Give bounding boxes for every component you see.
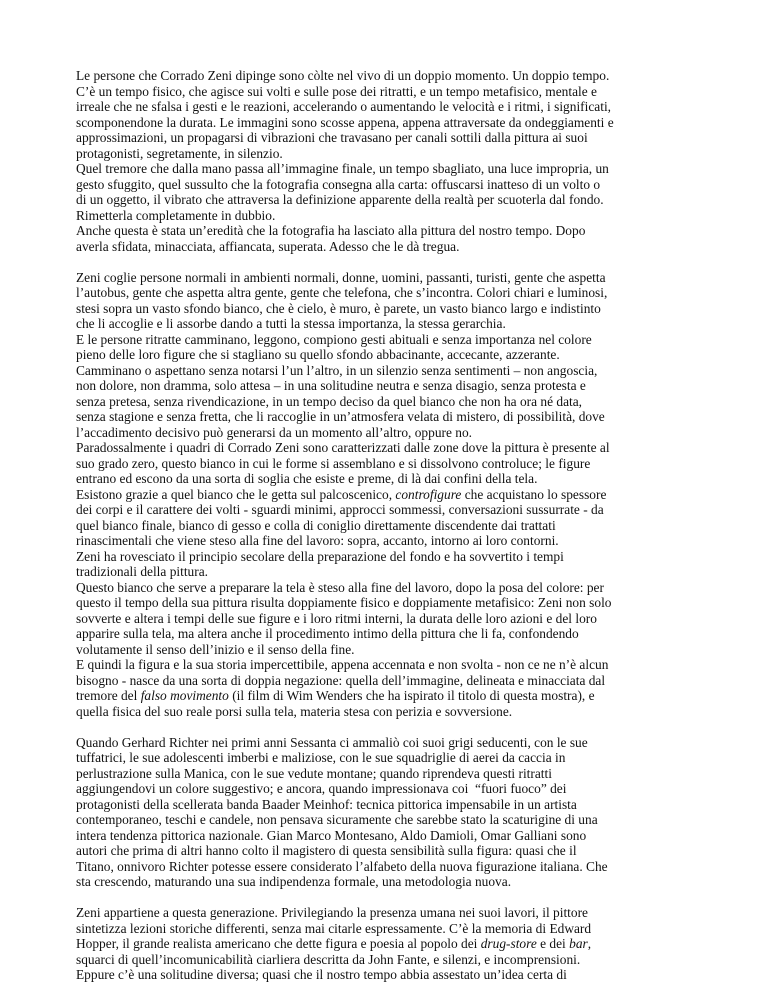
text-segment: Paradossalmente i quadri di Corrado Zeni sono caratterizzati dalle zone dove la pittura è presente al [76, 440, 610, 455]
text-segment: quella fisica del suo reale porsi sulla tela, materia stesa con perizia e sovversione. [76, 703, 513, 719]
italic-text: bar [569, 936, 588, 951]
paragraph [76, 270, 701, 720]
text-segment: Zeni ha rovesciato il principio secolare della preparazione del fondo e ha sovvertito i tempi [76, 548, 564, 564]
text-line [76, 316, 701, 332]
text-line [76, 208, 701, 224]
paragraph [76, 735, 701, 890]
text-segment: Hopper, il grande realista americano che dette figura e poesia al popolo dei [76, 936, 481, 951]
text-line [76, 595, 701, 611]
text-segment: Titano, onnivoro Richter potesse essere considerato l’alfabeto della nuova figurazione italiana. Che [76, 858, 608, 874]
text-line [76, 84, 701, 100]
text-line [76, 332, 701, 348]
text-line [76, 735, 701, 751]
paragraph [76, 905, 701, 983]
text-segment: E quindi la figura e la sua storia impercettibile, appena accennata e non svolta - non ce ne n’è alcun [76, 657, 609, 672]
text-segment: quel bianco finale, bianco di gesso e colla di coniglio direttamente discendente dai trattati [76, 517, 556, 533]
text-line [76, 750, 701, 766]
text-line [76, 688, 701, 704]
text-line [76, 270, 701, 286]
text-segment: Zeni appartiene a questa generazione. Privilegiando la presenza umana nei suoi lavori, il pittore [76, 905, 588, 920]
text-line [76, 657, 701, 673]
text-line [76, 68, 701, 84]
text-segment: averla sfidata, minacciata, affiancata, superata. Adesso che le dà tregua. [76, 238, 460, 254]
text-segment: entrano ed escono da una sorta di soglia che esiste e preme, di là dai confini della tela. [76, 471, 538, 486]
text-segment: Camminano o aspettano senza notarsi l’un l’altro, in un silenzio senza sentimenti – non angoscia, [76, 362, 598, 378]
text-line [76, 440, 701, 456]
text-line [76, 456, 701, 472]
text-line [76, 843, 701, 859]
text-line [76, 130, 701, 146]
text-line [76, 580, 701, 596]
text-segment: aggiungendovi un colore suggestivo; e ancora, quando impressionava coi “fuori fuoco” dei [76, 781, 567, 796]
document-page [76, 68, 701, 998]
text-segment: sintetizza lezioni storiche differenti, senza mai citarle espressamente. C’è la memoria di Edward [76, 920, 592, 936]
text-segment: C’è un tempo fisico, che agisce sui volti e sulle pose dei ritratti, e un tempo metafisico, mentale e [76, 83, 597, 99]
text-segment: bisogno - nasce da una sorta di doppia negazione: quella dell’immagine, delineata e minacciata dal [76, 672, 606, 688]
text-line [76, 766, 701, 782]
text-segment: rinascimentali che viene steso alla fine del lavoro: sopra, accanto, intorno ai loro contorni. [76, 533, 559, 548]
text-segment: non dolore, non dramma, solo attesa – in una solitudine neutra e senza disagio, senza protesta e [76, 378, 586, 393]
text-segment: E le persone ritratte camminano, leggono, compiono gesti abituali e senza importanza nel colore [76, 331, 592, 347]
text-segment: irreale che ne sfalsa i gesti e le reazioni, accelerando o aumentando le velocità e i ritmi, i significati, [76, 99, 612, 114]
text-line [76, 301, 701, 317]
text-line [76, 161, 701, 177]
text-segment: suo grado zero, questo bianco in cui le forme si assemblano e si dissolvono controluce; le figure [76, 455, 591, 471]
text-line [76, 285, 701, 301]
text-segment: protagonisti della scellerata banda Baader Meinhof: tecnica pittorica impensabile in un artista [76, 796, 577, 812]
text-segment: squarci di quell’incomunicabilità ciarliera descritta da John Fante, e silenzi, e incomprensioni. [76, 951, 581, 967]
text-segment: Anche questa è stata un’eredità che la fotografia ha lasciato alla pittura del nostro tempo. Dopo [76, 223, 586, 238]
text-segment: intera tendenza pittorica nazionale. Gian Marco Montesano, Aldo Damioli, Omar Galliani sono [76, 827, 587, 843]
text-segment: Esistono grazie a quel bianco che le getta sul palcoscenico, [76, 486, 396, 502]
text-line [76, 192, 701, 208]
text-segment: scomponendone la durata. Le immagini sono scosse appena, appena attraversate da ondeggiamenti e [76, 114, 614, 130]
text-segment: tradizionali della pittura. [76, 564, 208, 579]
text-line [76, 115, 701, 131]
text-segment: contemporaneo, teschi e candele, non pensava sicuramente che sarebbe stato la scaturigine di una [76, 812, 598, 827]
text-line [76, 797, 701, 813]
text-segment: Le persone che Corrado Zeni dipinge sono còlte nel vivo di un doppio momento. Un doppio tempo. [76, 68, 610, 83]
paragraph [76, 68, 701, 254]
text-segment: che li accoglie e li assorbe dando a tutti la stessa importanza, la stessa gerarchia. [76, 316, 506, 331]
text-segment: , [587, 936, 592, 951]
text-segment: sta crescendo, maturando una sua indipendenza formale, una metodologia nuova. [76, 874, 512, 889]
text-line [76, 177, 701, 193]
text-line [76, 487, 701, 503]
text-line [76, 549, 701, 565]
text-segment: perlustrazione sulla Manica, con le sue vedute montane; quando riprendeva questi ritratti [76, 765, 552, 781]
text-segment: (il film di Wim Wenders che ha ispirato il titolo di questa mostra), e [228, 688, 595, 703]
text-line [76, 146, 701, 162]
text-line [76, 378, 701, 394]
text-line [76, 394, 701, 410]
text-line [76, 781, 701, 797]
text-segment: tuffatrici, le sue adolescenti imberbi e maliziose, con le sue squadriglie di aerei da caccia in [76, 750, 566, 765]
text-line [76, 99, 701, 115]
text-line [76, 409, 701, 425]
text-line [76, 642, 701, 658]
italic-text: falso movimento [140, 688, 229, 703]
text-segment: questo il tempo della sua pittura risulta doppiamente fisico e doppiamente metafisico: Zeni non solo [76, 595, 612, 610]
text-line [76, 673, 701, 689]
text-segment: tremore del [76, 688, 141, 703]
text-segment: stesi sopra un vasto sfondo bianco, che è cielo, è muro, è parete, un vasto bianco largo e indistinto [76, 300, 601, 316]
text-segment: l’accadimento decisivo può generarsi da un momento all’altro, oppure no. [76, 424, 473, 440]
text-segment: protagonisti, segretamente, in silenzio. [76, 145, 283, 161]
text-segment: Rimetterla completamente in dubbio. [76, 207, 276, 223]
text-segment: Quel tremore che dalla mano passa all’immagine finale, un tempo sbagliato, una luce impropria, un [76, 161, 609, 176]
italic-text: drug-store [480, 936, 537, 951]
text-segment: l’autobus, gente che aspetta altra gente, gente che telefona, che s’incontra. Colori chiari e luminosi, [76, 285, 608, 300]
text-segment: Zeni coglie persone normali in ambienti normali, donne, uomini, passanti, turisti, gente che aspetta [76, 269, 606, 285]
text-line [76, 564, 701, 580]
text-segment: senza pretesa, senza rivendicazione, in un tempo deciso da quel bianco che non ha ora né data, [76, 393, 583, 409]
text-segment: senza stagione e senza fretta, che li raccoglie in un’atmosfera velata di mistero, di possibilità, dove [76, 409, 605, 424]
text-segment: e dei [536, 936, 570, 951]
text-line [76, 363, 701, 379]
text-line [76, 471, 701, 487]
text-line [76, 704, 701, 720]
text-line [76, 626, 701, 642]
text-segment: che acquistano lo spessore [461, 486, 607, 502]
text-segment: sovverte e altera i tempi delle sue figure e i loro ritmi interni, la durata delle loro azioni e del loro [76, 610, 597, 626]
text-line [76, 223, 701, 239]
text-line [76, 518, 701, 534]
text-line [76, 533, 701, 549]
text-segment: gesto sfuggito, quel sussulto che la fotografia consegna alla carta: offuscarsi inatteso di un volto o [76, 176, 601, 192]
text-segment: pieno delle loro figure che si stagliano su quello sfondo abbacinante, accecante, azzerante. [76, 347, 560, 362]
text-line [76, 859, 701, 875]
text-segment: Quando Gerhard Richter nei primi anni Sessanta ci ammaliò coi suoi grigi seducenti, con le sue [76, 734, 588, 750]
text-line [76, 952, 701, 968]
text-line [76, 936, 701, 952]
text-line [76, 239, 701, 255]
text-line [76, 611, 701, 627]
text-segment: dei corpi e il carattere dei volti - sguardi minimi, approcci sommessi, conversazioni sussurrate - da [76, 502, 604, 517]
text-segment: approssimazioni, un propagarsi di vibrazioni che travasano per canali sottili dalla pittura ai suoi [76, 130, 588, 145]
text-segment: autori che prima di altri hanno colto il magistero di questa sensibilità sulla figura: quasi che il [76, 843, 577, 858]
text-line [76, 812, 701, 828]
text-line [76, 905, 701, 921]
text-line [76, 502, 701, 518]
text-segment: volutamente il senso dell’inizio e il senso della fine. [76, 641, 355, 657]
text-segment: apparire sulla tela, ma altera anche il procedimento intimo della pittura che li fa, confondendo [76, 626, 579, 641]
text-segment: di un oggetto, il vibrato che attraversa la definizione apparente della realtà per scuoterla dal fondo. [76, 192, 604, 207]
text-line [76, 425, 701, 441]
text-segment: Questo bianco che serve a preparare la tela è steso alla fine del lavoro, dopo la posa del colore: per [76, 579, 604, 595]
text-line [76, 828, 701, 844]
text-line [76, 347, 701, 363]
text-line [76, 921, 701, 937]
text-line [76, 967, 701, 983]
text-segment: Eppure c’è una solitudine diversa; quasi che il nostro tempo abbia assestato un’idea certa di [76, 967, 567, 982]
italic-text: controfigure [395, 486, 462, 502]
text-line [76, 874, 701, 890]
